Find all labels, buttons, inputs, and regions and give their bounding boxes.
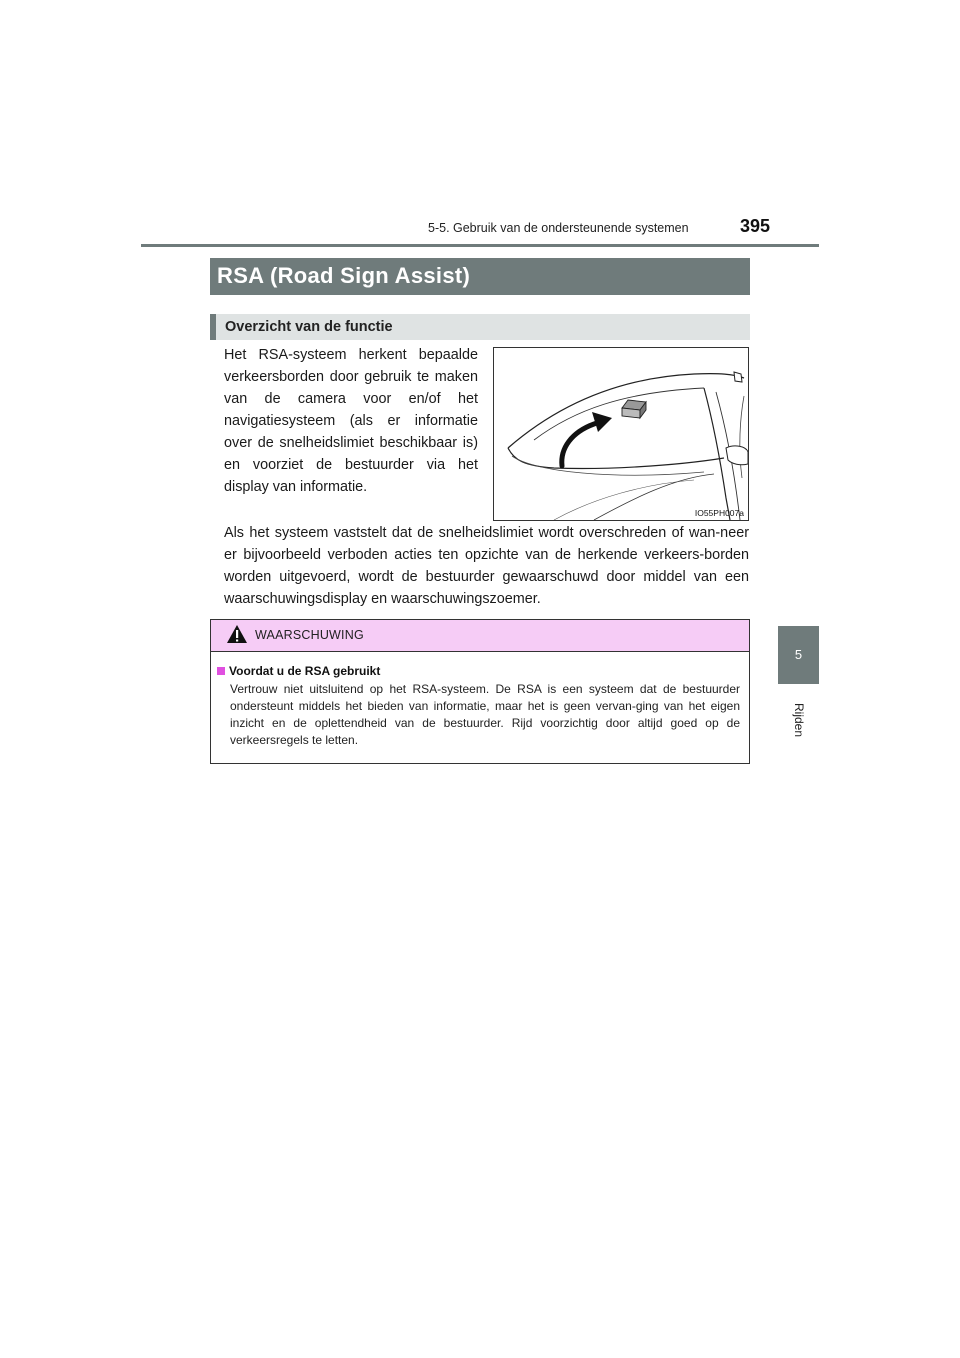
subheading-bar (210, 314, 750, 340)
section-title-bar (210, 258, 750, 295)
warning-item-heading (217, 664, 380, 678)
header-rule (141, 244, 819, 247)
subheading-accent (210, 314, 216, 340)
warning-title: WAARSCHUWING (255, 628, 364, 642)
chapter-label (784, 690, 814, 750)
page-number: 395 (740, 216, 771, 236)
subheading: Overzicht van de functie (225, 319, 393, 335)
running-header: 5-5. Gebruik van de ondersteunende systemen (428, 221, 689, 235)
warning-item-title: Voordat u de RSA gebruikt (229, 664, 381, 678)
warning-box (210, 619, 750, 764)
windshield-illustration (494, 348, 748, 520)
intro-paragraph: Het RSA-systeem herkent bepaalde verkeersborden door gebruik te maken van de camera voor en/of het navigatiesysteem (als er informatie over de snelheidslimiet beschikbaar is) en voorziet de bestuurder via het display van informatie. (224, 347, 478, 495)
bullet-square-icon (217, 667, 225, 675)
figure-code: IO55PH007a (694, 508, 744, 518)
warning-triangle-icon (226, 624, 248, 644)
warning-item-text: Vertrouw niet uitsluitend op het RSA-systeem. De RSA is een systeem dat de bestuurder ondersteunt middels het bieden van informatie, maar het is geen vervan-ging van het eigen inzicht en de oplettendheid van de bestuurder. Rijd voorzichtig door altijd goed op de verkeersregels te letten. (230, 682, 740, 747)
body-paragraph: Als het systeem vaststelt dat de snelheidslimiet wordt overschreden of wan-neer er bijvoorbeeld verboden acties ten opzichte van de herkende verkeers-borden worden uitgevoerd, wordt de bestuurder gewaarschuwd door middel van een waarschuwingsdisplay en waarschuwingszoemer. (224, 525, 749, 607)
section-title: RSA (Road Sign Assist) (217, 263, 471, 288)
chapter-tab: 5 (778, 626, 819, 684)
windshield-camera-figure (493, 347, 749, 521)
warning-header (211, 620, 749, 652)
chapter-label-text: Rijden (792, 702, 806, 738)
